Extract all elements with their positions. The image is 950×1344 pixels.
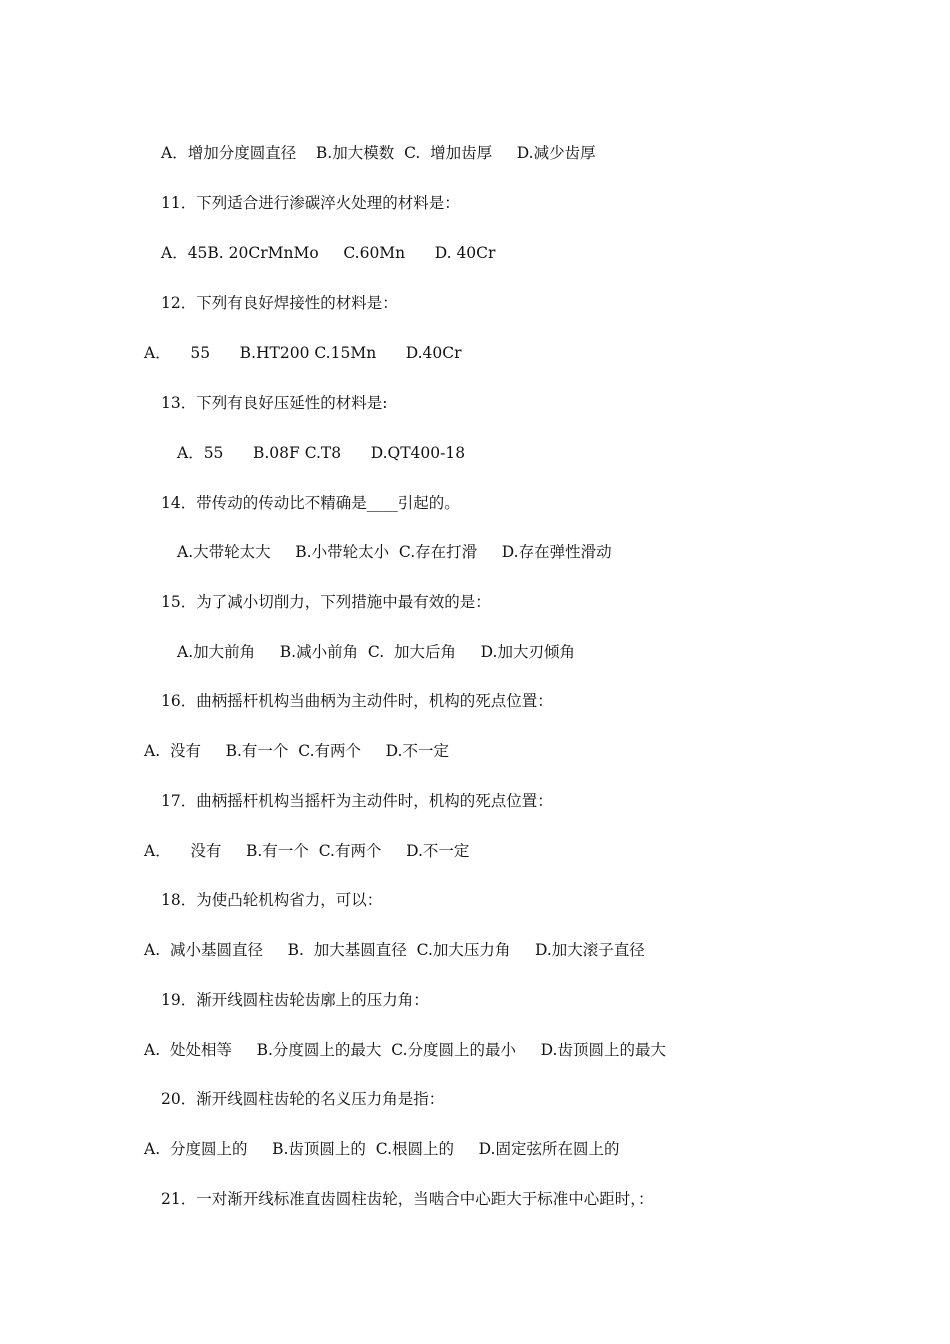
question-20: 20．渐开线圆柱齿轮的名义压力角是指： xyxy=(161,1090,445,1108)
question-14: 14．带传动的传动比不精确是____引起的。 xyxy=(161,494,460,512)
question-19: 19．渐开线圆柱齿轮齿廓上的压力角： xyxy=(161,991,429,1009)
question-11: 11．下列适合进行渗碳淬火处理的材料是： xyxy=(161,194,460,212)
answer-options-18: A. 减小基圆直径 B. 加大基圆直径 C.加大压力角 D.加大滚子直径 xyxy=(144,941,645,959)
answer-options-13: A．55 B.08F C.T8 D.QT400-18 xyxy=(177,444,466,462)
answer-options-16: A. 没有 B.有一个 C.有两个 D.不一定 xyxy=(144,742,449,760)
question-13: 13．下列有良好压延性的材料是: xyxy=(161,394,388,412)
answer-options-line: A．增加分度圆直径 B.加大模数 C. 增加齿厚 D.减少齿厚 xyxy=(161,144,596,162)
question-17: 17．曲柄摇杆机构当摇杆为主动件时，机构的死点位置： xyxy=(161,792,553,810)
answer-options-14: A.大带轮太大 B.小带轮太小 C.存在打滑 D.存在弹性滑动 xyxy=(177,543,612,561)
answer-options-12: A． 55 B.HT200 C.15Mn D.40Cr xyxy=(144,344,462,362)
question-12: 12．下列有良好焊接性的材料是： xyxy=(161,294,398,312)
answer-options-20: A. 分度圆上的 B.齿顶圆上的 C.根圆上的 D.固定弦所在圆上的 xyxy=(144,1140,620,1158)
question-18: 18．为使凸轮机构省力，可以： xyxy=(161,891,383,909)
answer-options-17: A． 没有 B.有一个 C.有两个 D.不一定 xyxy=(144,842,470,860)
answer-options-19: A. 处处相等 B.分度圆上的最大 C.分度圆上的最小 D.齿顶圆上的最大 xyxy=(144,1041,666,1059)
answer-options-15: A.加大前角 B.减小前角 C. 加大后角 D.加大刃倾角 xyxy=(177,643,575,661)
question-16: 16．曲柄摇杆机构当曲柄为主动件时，机构的死点位置： xyxy=(161,692,553,710)
answer-options-11: A．45B. 20CrMnMo C.60Mn D. 40Cr xyxy=(161,244,496,262)
question-15: 15．为了减小切削力，下列措施中最有效的是： xyxy=(161,593,491,611)
question-21: 21．一对渐开线标准直齿圆柱齿轮，当啮合中心距大于标准中心距时，： xyxy=(161,1190,654,1208)
